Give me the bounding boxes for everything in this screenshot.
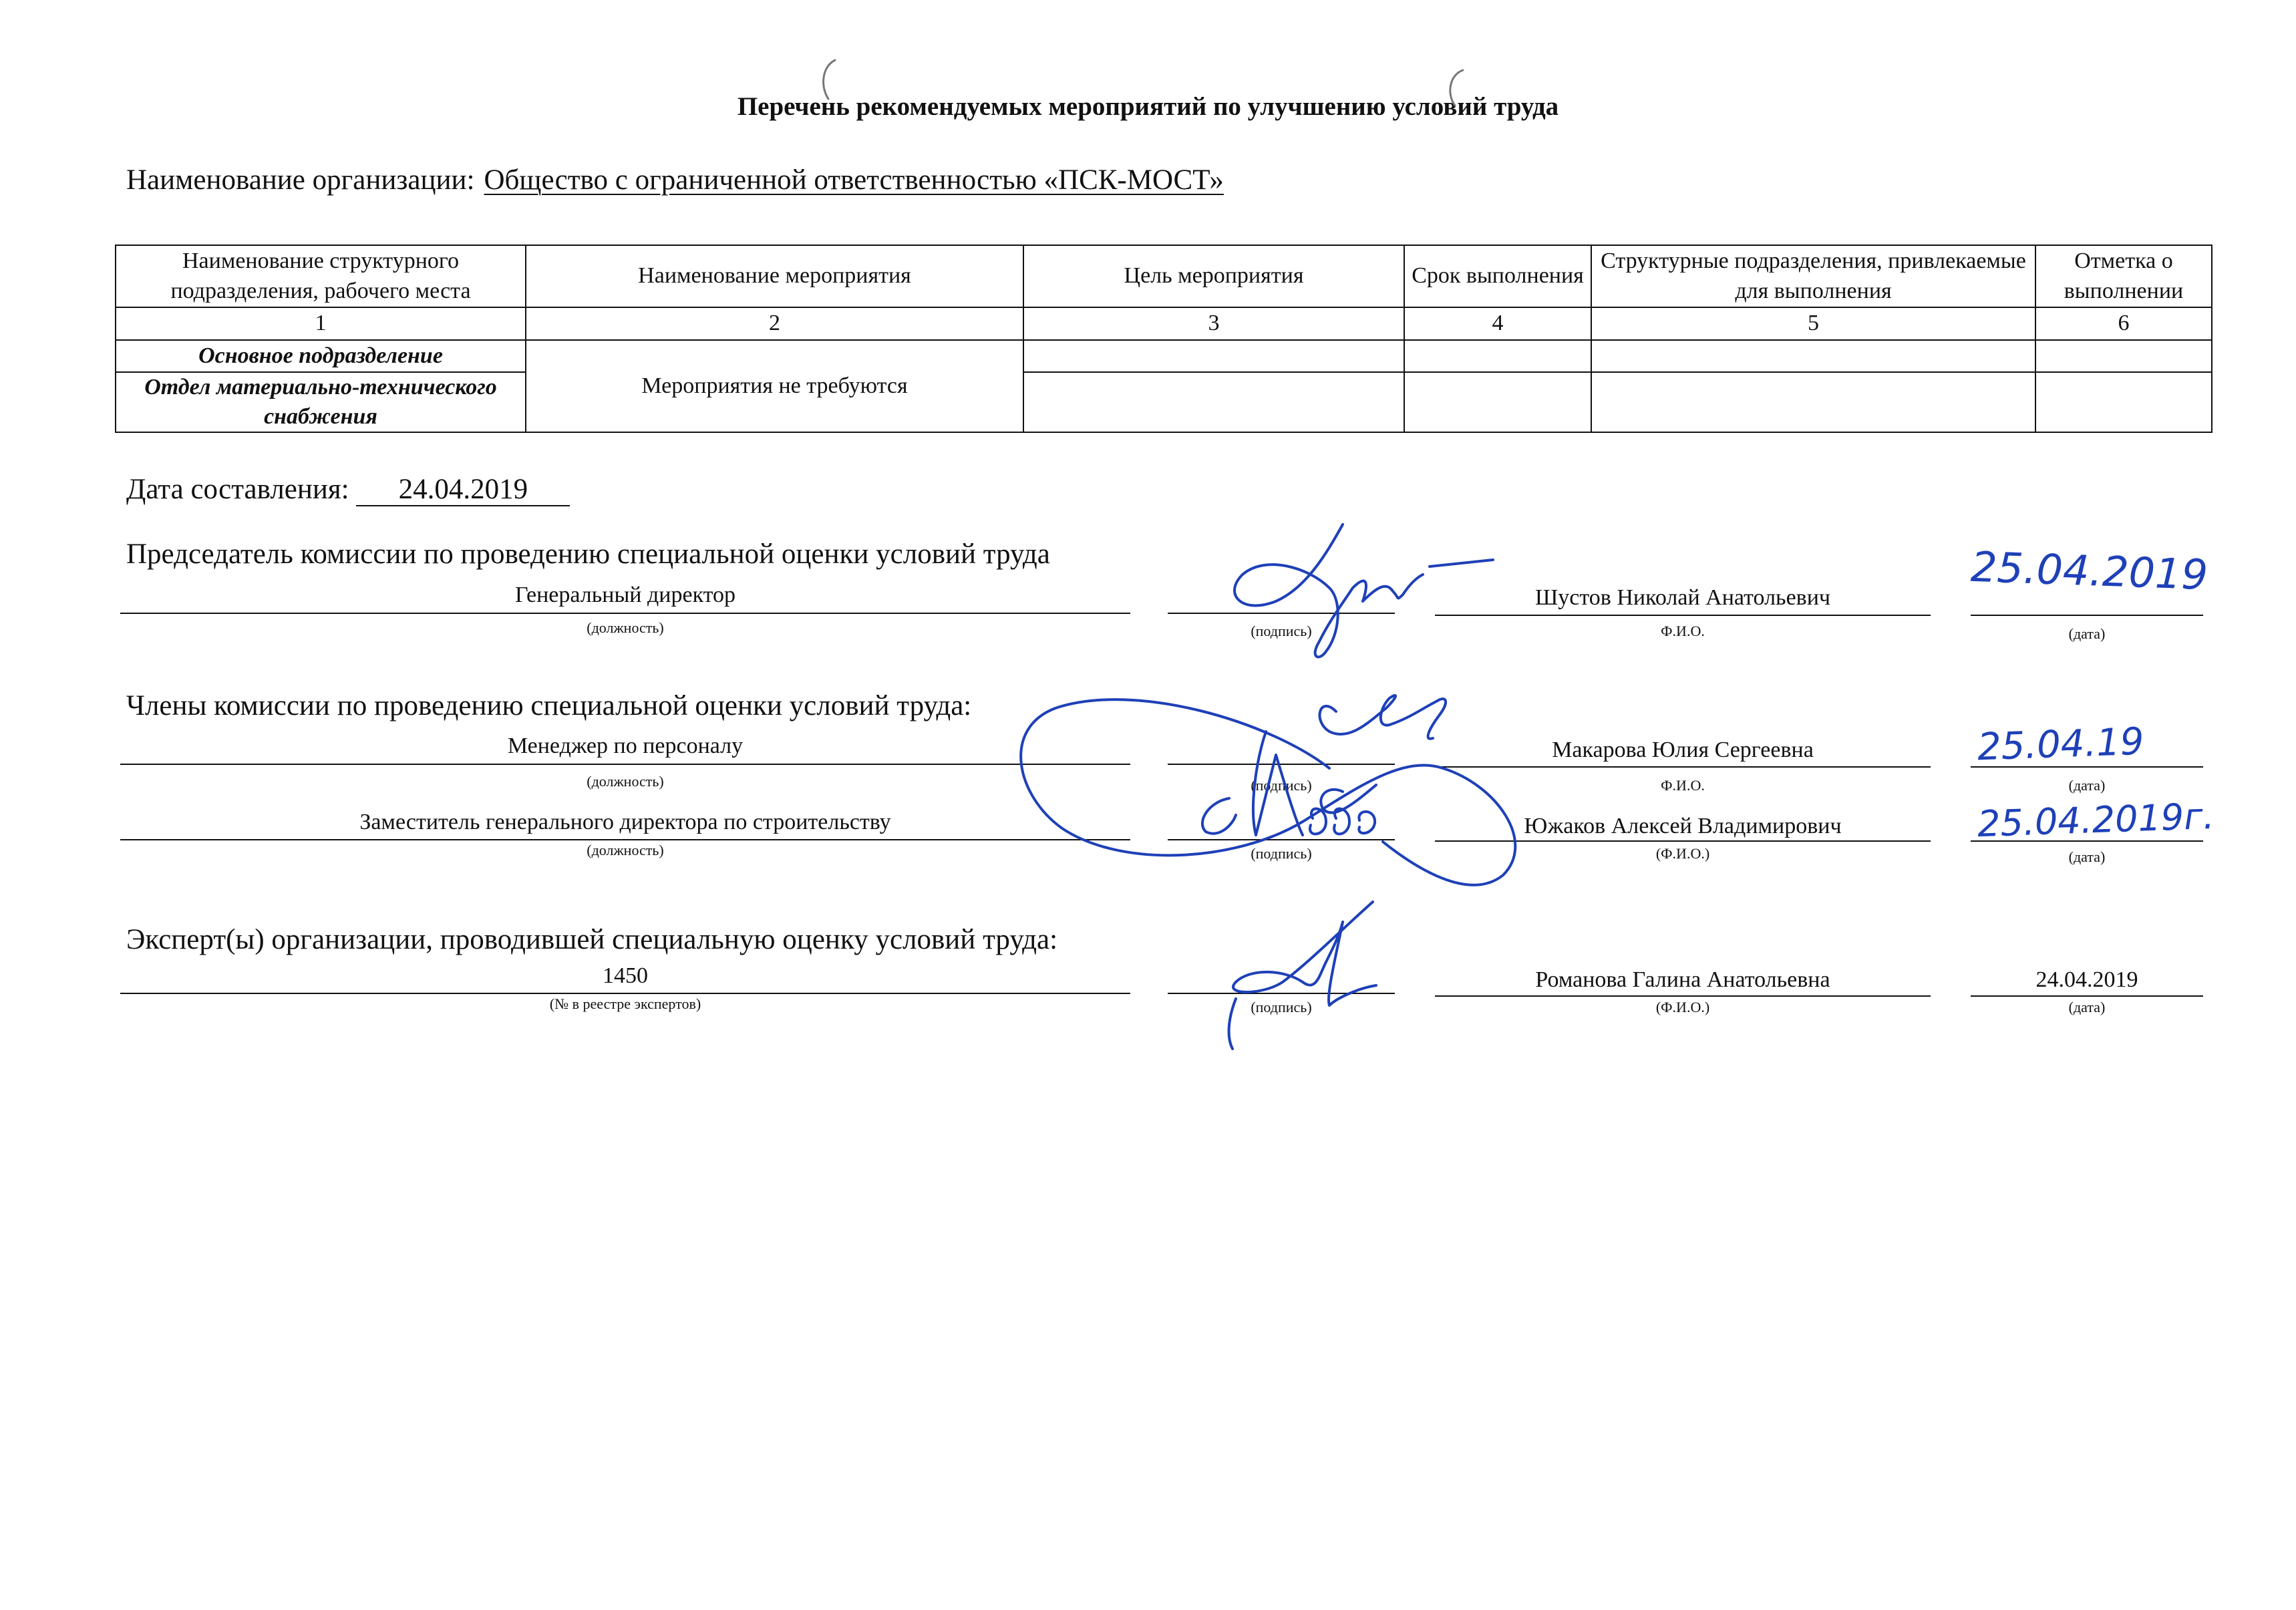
member-position: Менеджер по персоналу [507,734,744,758]
member-signature-line [1168,764,1395,765]
header-cell: Наименование мероприятия [526,245,1023,307]
organization-name: Общество с ограниченной ответственностью «ПСК-МОСТ» [484,164,1224,196]
empty-cell [1404,372,1591,432]
member-position-caption: (должность) [587,773,664,790]
member-position: Заместитель генерального директора по строительству [359,810,891,834]
expert-date-line [1971,995,2203,997]
empty-cell [1023,340,1404,372]
member-signature-caption: (подпись) [1251,845,1312,862]
table-number-row [116,307,2212,340]
chair-name-caption: Ф.И.О. [1661,623,1705,639]
expert-date: 24.04.2019 [2035,967,2138,992]
column-number: 4 [1404,307,1591,340]
empty-cell [1404,340,1591,372]
empty-cell [2035,340,2212,372]
expert-name-line [1435,995,1931,997]
expert-signature [1233,902,1376,1005]
column-number: 1 [116,307,526,340]
column-number: 6 [2035,307,2212,340]
member-name-line [1435,766,1931,768]
chair-position: Генеральный директор [514,583,736,607]
column-number: 3 [1023,307,1404,340]
header-cell: Структурные подразделения, привлекаемые для выполнения [1591,245,2035,307]
chair-signature-line [1168,613,1395,614]
member2-signature-tail [1310,809,1375,834]
empty-cell [1023,372,1404,432]
member-signature-line [1168,839,1395,840]
expert-date-caption: (дата) [2068,999,2106,1015]
section-cell: Основное подразделение [116,340,526,372]
organization-label: Наименование организации: [126,164,475,196]
member-date-handwritten: 25.04.2019г. [1977,794,2215,846]
chair-name: Шустов Николай Анатольевич [1534,585,1831,610]
measures-table [115,245,2212,433]
member-position-line [120,764,1130,765]
column-number: 5 [1591,307,2035,340]
header-cell: Отметка о выполнении [2035,245,2212,307]
chair-position-caption: (должность) [587,619,664,636]
member-position-line [120,839,1130,840]
header-cell: Наименование структурного подразделения, рабочего места [116,245,526,307]
member-name-caption: Ф.И.О. [1661,777,1705,794]
chair-date-handwritten: 25.04.2019 [1969,542,2209,600]
member-name-line [1435,840,1931,842]
member-date-line [1971,840,2203,842]
expert-signature-caption: (подпись) [1251,999,1312,1015]
column-number: 2 [526,307,1023,340]
empty-cell [2035,372,2212,432]
chair-signature-stroke [1430,560,1493,567]
table-row [116,372,2212,432]
member-name: Южаков Алексей Владимирович [1524,814,1842,838]
header-cell: Цель мероприятия [1023,245,1404,307]
expert-signature-line [1168,993,1395,994]
table-row [116,340,2212,372]
member-name-caption: (Ф.И.О.) [1655,845,1710,862]
member-signature [1320,695,1446,739]
chair-signature-caption: (подпись) [1251,623,1312,639]
member-date-caption: (дата) [2068,777,2106,794]
expert-name-caption: (Ф.И.О.) [1655,999,1710,1015]
expert-registry-number: 1450 [603,963,648,988]
page-title: Перечень рекомендуемых мероприятий по улучшению условий труда [737,92,1559,121]
compiled-date-line [126,473,570,506]
members-heading: Члены комиссии по проведению специальной оценки условий труда: [126,690,972,721]
chair-name-line [1435,615,1931,616]
empty-cell [1591,372,2035,432]
expert-registry-line [120,993,1130,994]
empty-cell [1591,340,2035,372]
member-name: Макарова Юлия Сергеевна [1552,738,1814,762]
member2-signature [1202,798,1236,834]
member-date-caption: (дата) [2068,848,2106,865]
compiled-date-label: Дата составления: [126,474,349,505]
compiled-date-value: 24.04.2019 [356,474,570,506]
expert-registry-caption: (№ в реестре экспертов) [549,995,701,1012]
member-date-line [1971,766,2203,768]
expert-name: Романова Галина Анатольевна [1535,967,1830,992]
table-header-row [116,245,2212,307]
member-position-caption: (должность) [587,842,664,858]
department-cell: Отдел материально-технического снабжения [116,372,526,432]
measure-cell: Мероприятия не требуются [526,340,1023,432]
organization-line [126,164,1237,196]
header-cell: Срок выполнения [1404,245,1591,307]
chair-position-line [120,613,1130,614]
member-signature-caption: (подпись) [1251,777,1312,794]
expert-heading: Эксперт(ы) организации, проводившей специальную оценку условий труда: [126,924,1058,955]
chair-heading: Председатель комиссии по проведению специальной оценки условий труда [126,538,1050,570]
member-date-handwritten: 25.04.19 [1976,719,2145,770]
chair-date-line [1971,615,2203,616]
chair-date-caption: (дата) [2068,625,2106,642]
